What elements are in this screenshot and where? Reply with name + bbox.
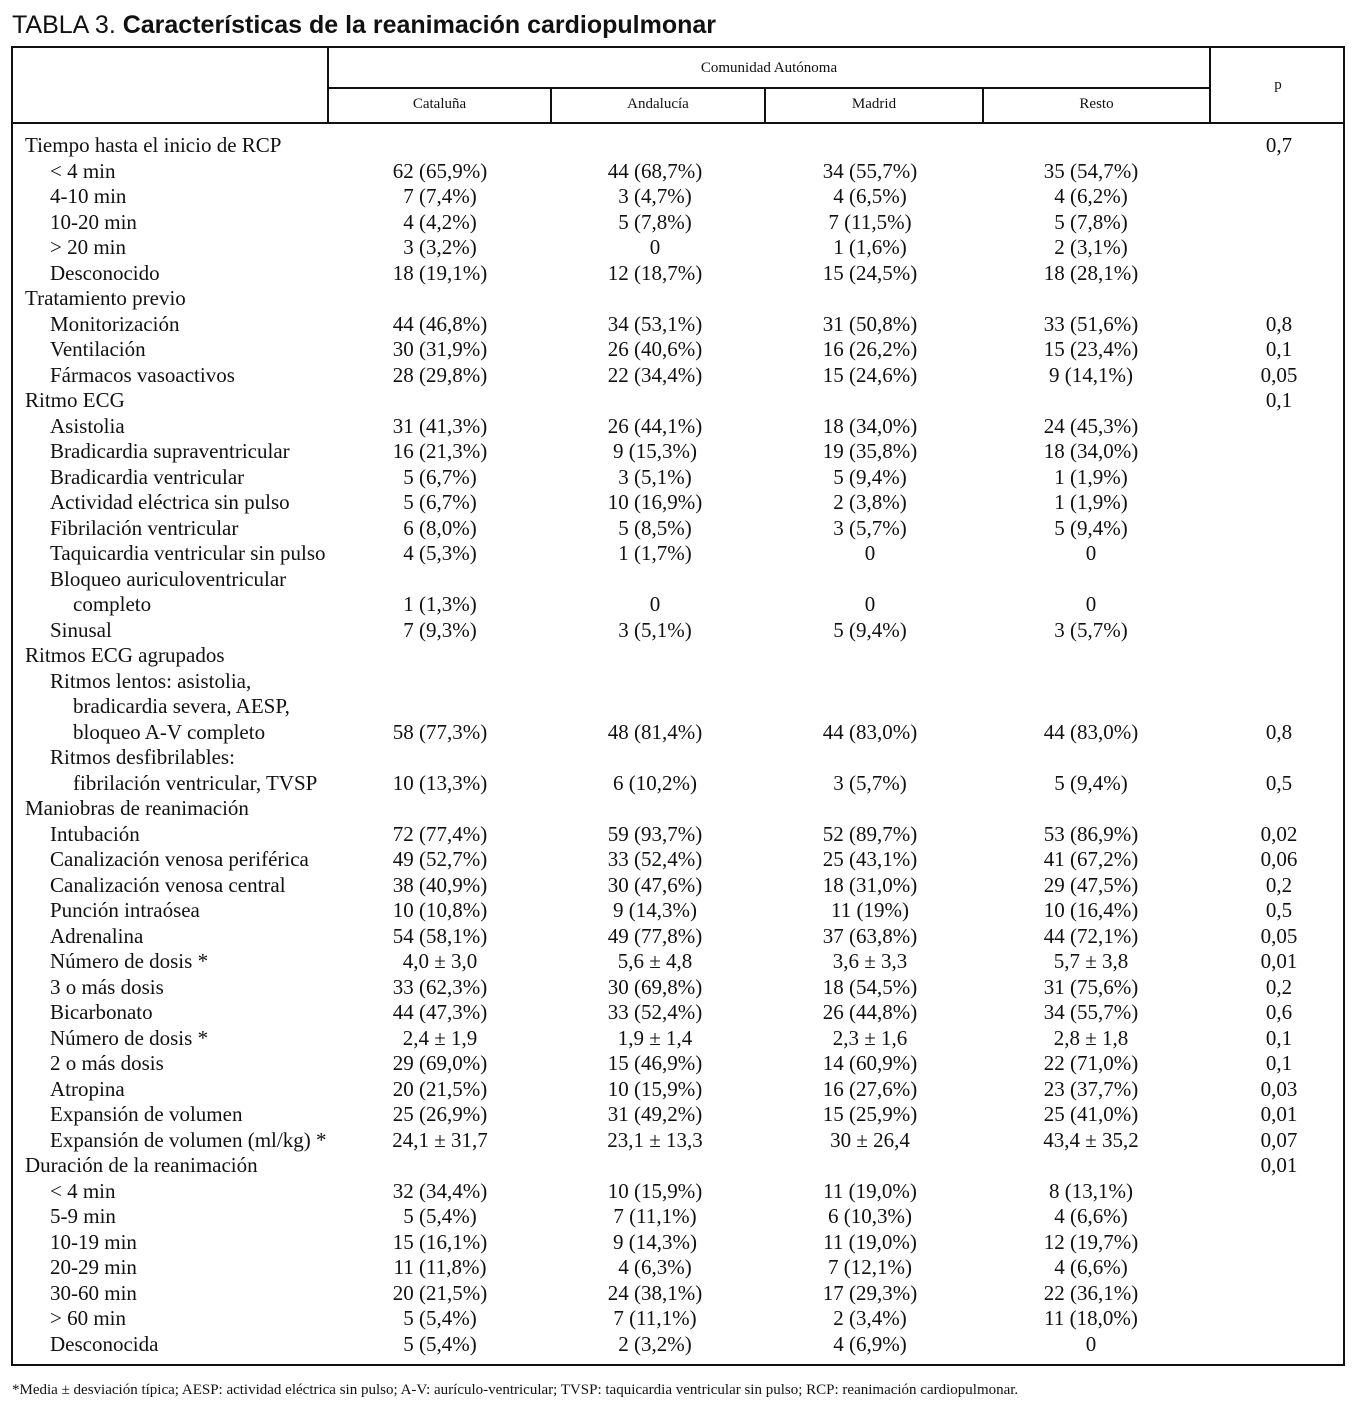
cell-resto: 2 (3,1%) [1054,235,1128,259]
cell-andalucia: 33 (52,4%) [607,847,703,871]
cell-cataluna: 10 (10,8%) [392,898,488,922]
cell-madrid: 4 (6,9%) [833,1331,907,1356]
cell-cataluna: 5 (5,4%) [403,1306,477,1330]
cell-p-value: 0,5 [1265,898,1293,922]
cell-cataluna: 5 (5,4%) [403,1204,477,1228]
cell-andalucia: 1,9 ± 1,4 [617,1025,693,1050]
cell-resto: 25 (41,0%) [1043,1102,1139,1126]
cell-andalucia: 30 (69,8%) [607,974,703,999]
cell-madrid: 11 (19,0%) [823,1178,917,1203]
row-label: 10-19 min [50,1229,137,1254]
cell-madrid: 15 (25,9%) [822,1102,918,1126]
cell-cataluna: 72 (77,4%) [392,821,488,846]
cell-cataluna: 49 (52,7%) [392,847,488,871]
cell-p-value: 0,8 [1265,311,1293,336]
cell-cataluna: 33 (62,3%) [392,974,488,999]
cell-madrid: 1 (1,6%) [833,235,907,259]
cell-andalucia: 7 (11,1%) [613,1204,697,1228]
row-label: Ventilación [50,337,146,361]
cell-p-value: 0,03 [1260,1076,1298,1101]
row-label: Taquicardia ventricular sin pulso [50,541,326,565]
cell-andalucia: 5 (7,8%) [618,209,692,234]
cell-madrid: 3,6 ± 3,3 [832,949,908,973]
cell-madrid: 2 (3,8%) [833,490,907,514]
row-label: > 20 min [50,235,127,259]
cell-cataluna: 32 (34,4%) [392,1178,488,1203]
cell-p-value: 0,1 [1265,1025,1293,1050]
row-label: Ritmo ECG [25,388,125,412]
cell-p-value: 0,01 [1260,949,1298,973]
cell-madrid: 5 (9,4%) [833,617,907,642]
cell-cataluna: 54 (58,1%) [392,923,488,948]
cell-p-value: 0,1 [1265,337,1293,361]
cell-resto: 43,4 ± 35,2 [1043,1127,1139,1152]
cell-p-value: 0,2 [1265,974,1293,999]
cell-andalucia: 9 (15,3%) [613,439,697,463]
cell-resto: 4 (6,6%) [1054,1204,1128,1228]
cell-andalucia: 5 (8,5%) [618,515,692,540]
row-label: Canalización venosa central [50,872,286,897]
cell-p-value: 0,1 [1265,388,1293,412]
cell-cataluna: 4 (4,2%) [403,209,477,234]
cell-cataluna: 24,1 ± 31,7 [392,1127,488,1152]
cell-madrid: 37 (63,8%) [822,923,918,948]
row-label: 5-9 min [50,1204,116,1228]
cell-resto: 24 (45,3%) [1043,413,1139,438]
cell-madrid: 25 (43,1%) [822,847,918,871]
cell-resto: 11 (18,0%) [1044,1306,1138,1330]
cell-resto: 4 (6,2%) [1054,184,1128,208]
row-label: Asistolia [50,413,125,438]
cell-andalucia: 33 (52,4%) [607,1000,703,1024]
cell-madrid: 2,3 ± 1,6 [832,1025,908,1050]
header-bottom-rule [11,122,1345,124]
cell-andalucia: 44 (68,7%) [607,158,703,183]
cell-resto: 22 (36,1%) [1043,1280,1139,1305]
cell-andalucia: 9 (14,3%) [613,1229,697,1254]
row-label: 3 o más dosis [50,974,164,999]
cell-cataluna: 25 (26,9%) [392,1102,488,1126]
footnote: *Media ± desviación típica; AESP: actividad eléctrica sin pulso; A-V: aurículo-ventricular; TVSP: taquicardia ventricular sin pulso; RCP: reanimación cardiopulmonar. [12,1382,1019,1398]
header-col-resto: Resto [1079,96,1114,112]
row-label: Adrenalina [50,923,144,948]
cell-madrid: 15 (24,6%) [822,362,918,387]
header-col-p: p [1274,77,1282,93]
cell-andalucia: 26 (40,6%) [607,337,703,361]
cell-madrid: 31 (50,8%) [822,311,918,336]
cell-madrid: 44 (83,0%) [822,719,918,744]
cell-resto: 44 (72,1%) [1043,923,1139,948]
cell-resto: 44 (83,0%) [1043,719,1139,744]
cell-madrid: 0 [864,541,876,565]
cell-cataluna: 38 (40,9%) [392,872,488,897]
cell-resto: 8 (13,1%) [1049,1178,1133,1203]
row-label: Atropina [50,1076,125,1101]
row-label: completo [73,592,152,616]
cell-resto: 1 (1,9%) [1054,490,1128,514]
cell-resto: 18 (28,1%) [1043,260,1139,285]
cell-resto: 0 [1085,592,1097,616]
cell-andalucia: 10 (16,9%) [607,490,703,514]
cell-andalucia: 49 (77,8%) [607,923,703,948]
cell-resto: 3 (5,7%) [1054,617,1128,642]
cell-resto: 9 (14,1%) [1049,362,1133,387]
cell-cataluna: 3 (3,2%) [403,235,477,259]
row-label: Punción intraósea [50,898,200,922]
cell-p-value: 0,07 [1260,1127,1298,1152]
row-label: Número de dosis * [50,1025,209,1050]
cell-madrid: 16 (27,6%) [822,1076,918,1101]
row-label: bloqueo A-V completo [73,719,266,744]
cell-madrid: 18 (34,0%) [822,413,918,438]
cell-cataluna: 16 (21,3%) [392,439,488,463]
cell-madrid: 3 (5,7%) [833,770,907,795]
row-label: 30-60 min [50,1280,137,1305]
cell-andalucia: 1 (1,7%) [618,541,692,565]
cell-madrid: 2 (3,4%) [833,1306,907,1330]
cell-andalucia: 26 (44,1%) [607,413,703,438]
cell-cataluna: 5 (6,7%) [403,464,477,489]
cell-andalucia: 24 (38,1%) [607,1280,703,1305]
cell-andalucia: 10 (15,9%) [607,1076,703,1101]
cell-p-value: 0,1 [1265,1051,1293,1075]
row-label: Expansión de volumen [50,1102,243,1126]
header-col-madrid: Madrid [851,96,897,112]
caption-label: TABLA 3. [12,11,116,39]
cell-madrid: 6 (10,3%) [828,1204,912,1228]
row-label: Desconocida [50,1331,159,1356]
cell-cataluna: 20 (21,5%) [392,1076,488,1101]
row-label: 4-10 min [50,184,127,208]
cell-cataluna: 20 (21,5%) [392,1280,488,1305]
row-label: > 60 min [50,1306,127,1330]
cell-p-value: 0,01 [1260,1153,1298,1177]
row-label: Actividad eléctrica sin pulso [50,490,290,514]
cell-cataluna: 2,4 ± 1,9 [402,1025,478,1050]
row-label: Sinusal [50,617,112,642]
cell-cataluna: 5 (6,7%) [403,490,477,514]
cell-p-value: 0,6 [1265,1000,1293,1024]
cell-resto: 2,8 ± 1,8 [1053,1025,1129,1050]
row-label: Canalización venosa periférica [50,847,309,871]
cell-cataluna: 4,0 ± 3,0 [402,949,478,973]
row-label: < 4 min [50,158,116,183]
cell-madrid: 4 (6,5%) [833,184,907,208]
cell-madrid: 11 (19%) [831,898,909,922]
cell-resto: 0 [1085,541,1097,565]
cell-resto: 33 (51,6%) [1043,311,1139,336]
cell-andalucia: 59 (93,7%) [607,821,703,846]
cell-andalucia: 2 (3,2%) [618,1331,692,1356]
cell-resto: 29 (47,5%) [1043,872,1139,897]
row-label: Expansión de volumen (ml/kg) * [50,1127,327,1152]
cell-resto: 41 (67,2%) [1043,847,1139,871]
cell-madrid: 14 (60,9%) [822,1051,918,1075]
cell-resto: 35 (54,7%) [1043,158,1139,183]
row-label: Maniobras de reanimación [25,796,249,820]
cell-resto: 15 (23,4%) [1043,337,1139,361]
row-label: Bicarbonato [50,1000,153,1024]
cell-cataluna: 31 (41,3%) [392,413,488,438]
row-label: Duración de la reanimación [25,1153,258,1177]
cell-cataluna: 6 (8,0%) [403,515,477,540]
cell-madrid: 7 (11,5%) [828,209,912,234]
cell-madrid: 0 [864,592,876,616]
row-label: fibrilación ventricular, TVSP [73,770,318,795]
cell-cataluna: 7 (7,4%) [403,184,477,208]
row-label: Ritmos lentos: asistolia, [50,668,252,693]
cell-resto: 34 (55,7%) [1043,1000,1139,1024]
cell-andalucia: 9 (14,3%) [613,898,697,922]
cell-madrid: 17 (29,3%) [822,1280,918,1305]
cell-madrid: 5 (9,4%) [833,464,907,489]
cell-madrid: 7 (12,1%) [828,1255,912,1279]
cell-andalucia: 6 (10,2%) [613,770,697,795]
cell-resto: 53 (86,9%) [1043,821,1139,846]
cell-resto: 1 (1,9%) [1054,464,1128,489]
cell-resto: 23 (37,7%) [1043,1076,1139,1101]
row-label: Fibrilación ventricular [50,515,239,540]
cell-p-value: 0,02 [1260,821,1298,846]
row-label: Desconocido [50,260,160,285]
cell-madrid: 30 ± 26,4 [830,1127,910,1152]
cell-madrid: 18 (54,5%) [822,974,918,999]
cell-madrid: 15 (24,5%) [822,260,918,285]
row-label: Tiempo hasta el inicio de RCP [25,133,282,157]
cell-resto: 10 (16,4%) [1043,898,1139,922]
row-label: Número de dosis * [50,949,209,973]
cell-cataluna: 44 (47,3%) [392,1000,488,1024]
cell-cataluna: 11 (11,8%) [393,1255,487,1279]
cell-andalucia: 22 (34,4%) [607,362,703,387]
row-label: Monitorización [50,311,180,336]
cell-andalucia: 0 [649,592,661,616]
cell-madrid: 34 (55,7%) [822,158,918,183]
cell-cataluna: 30 (31,9%) [392,337,488,361]
row-label: Ritmos ECG agrupados [25,643,225,667]
row-label: Bradicardia supraventricular [50,439,290,463]
cell-cataluna: 62 (65,9%) [392,158,488,183]
cell-andalucia: 3 (5,1%) [618,617,692,642]
row-label: Bradicardia ventricular [50,464,245,489]
cell-cataluna: 5 (5,4%) [403,1331,477,1356]
cell-andalucia: 30 (47,6%) [607,872,703,897]
caption-title: Características de la reanimación cardiopulmonar [122,11,717,39]
row-label: Fármacos vasoactivos [50,362,235,387]
cell-andalucia: 12 (18,7%) [607,260,703,285]
cell-andalucia: 34 (53,1%) [607,311,703,336]
cell-andalucia: 10 (15,9%) [607,1178,703,1203]
row-label: < 4 min [50,1178,116,1203]
cell-resto: 5,7 ± 3,8 [1053,949,1129,973]
cell-cataluna: 29 (69,0%) [392,1051,488,1075]
header-col-cataluna: Cataluña [412,96,467,112]
cell-cataluna: 18 (19,1%) [392,260,488,285]
cell-andalucia: 3 (5,1%) [618,464,692,489]
cell-cataluna: 10 (13,3%) [392,770,488,795]
cell-resto: 18 (34,0%) [1043,439,1139,463]
row-label: Ritmos desfibrilables: [50,745,235,769]
cell-andalucia: 7 (11,1%) [613,1306,697,1330]
header-group-label: Comunidad Autónoma [700,60,838,76]
cell-p-value: 0,5 [1265,770,1293,795]
row-label: 2 o más dosis [50,1051,164,1075]
cell-p-value: 0,2 [1265,872,1293,897]
cell-resto: 5 (9,4%) [1054,770,1128,795]
cell-p-value: 0,8 [1265,719,1293,744]
cell-resto: 4 (6,6%) [1054,1255,1128,1279]
cell-madrid: 19 (35,8%) [822,439,918,463]
cell-andalucia: 15 (46,9%) [607,1051,703,1075]
row-label: Tratamiento previo [25,286,186,310]
cell-andalucia: 5,6 ± 4,8 [617,949,693,973]
row-label: Bloqueo auriculoventricular [50,566,287,591]
cell-cataluna: 58 (77,3%) [392,719,488,744]
cell-andalucia: 23,1 ± 13,3 [607,1127,703,1152]
cell-andalucia: 0 [649,235,661,259]
cell-madrid: 11 (19,0%) [823,1229,917,1254]
row-label: bradicardia severa, AESP, [73,694,290,718]
cell-p-value: 0,06 [1260,847,1298,871]
table-caption [12,8,716,42]
cell-resto: 12 (19,7%) [1043,1229,1139,1254]
header-col-andalucia: Andalucía [627,96,689,112]
cell-p-value: 0,01 [1260,1102,1298,1126]
cell-madrid: 16 (26,2%) [822,337,918,361]
cell-cataluna: 28 (29,8%) [392,362,488,387]
cell-cataluna: 4 (5,3%) [403,541,477,565]
cell-madrid: 26 (44,8%) [822,1000,918,1024]
row-label: 20-29 min [50,1255,137,1279]
cell-resto: 22 (71,0%) [1043,1051,1139,1075]
cell-p-value: 0,7 [1265,133,1293,157]
cell-madrid: 18 (31,0%) [822,872,918,897]
cell-resto: 5 (7,8%) [1054,209,1128,234]
cell-cataluna: 1 (1,3%) [403,592,477,616]
cell-andalucia: 4 (6,3%) [618,1255,692,1279]
cell-p-value: 0,05 [1260,362,1298,387]
cell-p-value: 0,05 [1260,923,1298,948]
cell-resto: 5 (9,4%) [1054,515,1128,540]
cell-cataluna: 7 (9,3%) [403,617,477,642]
cell-resto: 0 [1085,1331,1097,1356]
header-group-rule [328,87,1210,89]
row-label: 10-20 min [50,209,137,234]
cell-andalucia: 3 (4,7%) [618,184,692,208]
cell-cataluna: 15 (16,1%) [392,1229,488,1254]
cell-madrid: 3 (5,7%) [833,515,907,540]
cell-resto: 31 (75,6%) [1043,974,1139,999]
cell-cataluna: 44 (46,8%) [392,311,488,336]
cell-andalucia: 48 (81,4%) [607,719,703,744]
row-label: Intubación [50,821,140,846]
cell-andalucia: 31 (49,2%) [607,1102,703,1126]
cell-madrid: 52 (89,7%) [822,821,918,846]
